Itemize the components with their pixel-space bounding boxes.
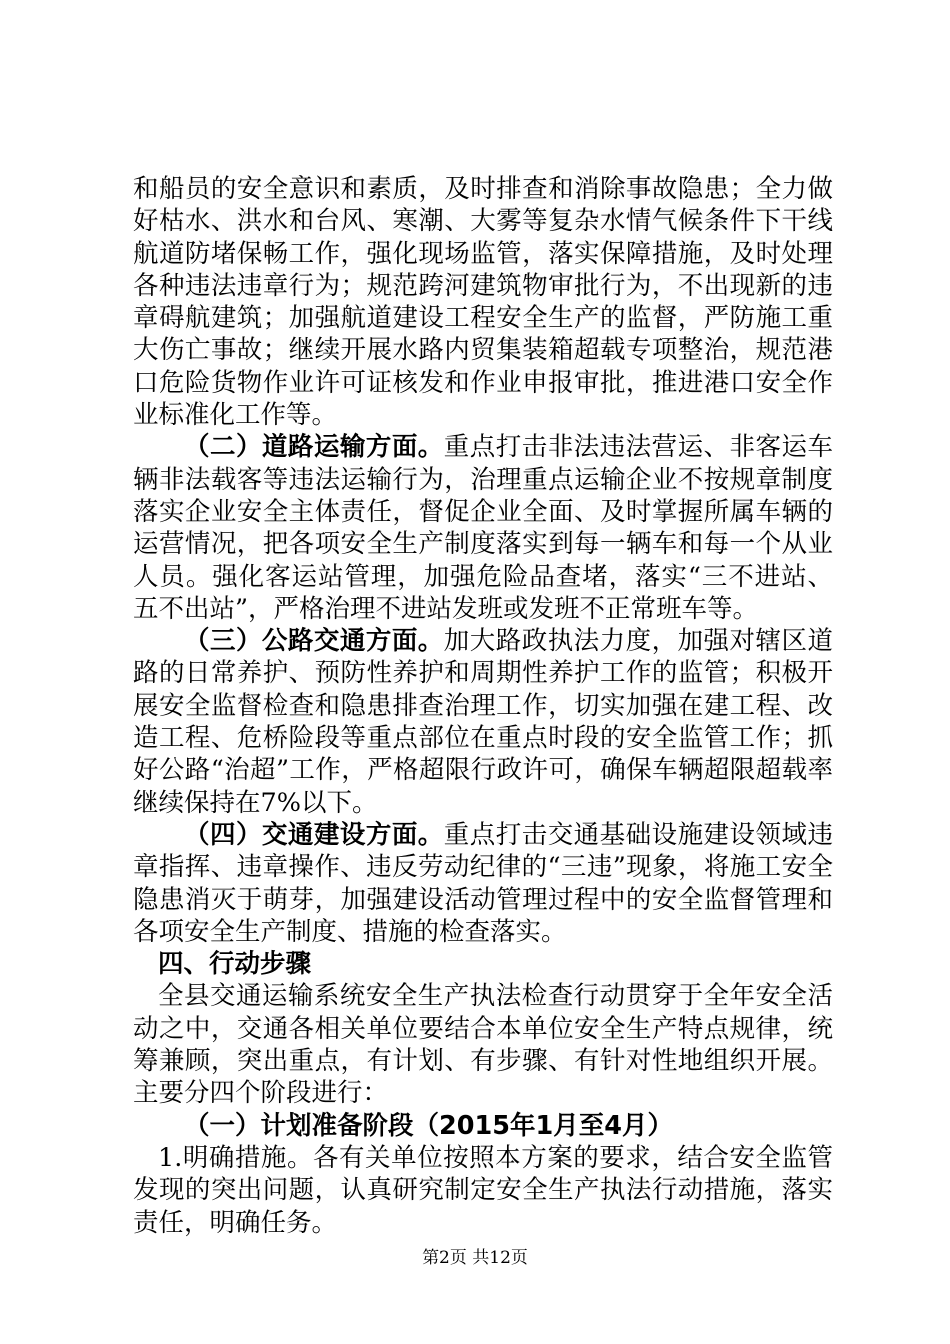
paragraph-action-overview: 全县交通运输系统安全生产执法检查行动贯穿于全年安全活动之中，交通各相关单位要结合本单位安全生产特点规律，统筹兼顾，突出重点，有计划、有步骤、有针对性地组织开展。主要分四个阶段进行：: [133, 981, 833, 1109]
heading-road-transport: （二）道路运输方面。: [184, 432, 444, 463]
body-road-transport: 重点打击非法违法营运、非客运车辆非法载客等违法运输行为，治理重点运输企业不按规章制度落实企业安全主体责任，督促企业全面、及时掌握所属车辆的运营情况，把各项安全生产制度落实到每一辆车和每一个从业人员。强化客运站管理，加强危险品查堵，落实“三不进站、五不出站”，严格治理不进站发班或发班不正常班车等。: [133, 432, 833, 624]
heading-construction: （四）交通建设方面。: [184, 819, 444, 850]
section-heading-action-steps: 四、行动步骤: [158, 949, 312, 980]
paragraph-clarify-measures: 1.明确措施。各有关单位按照本方案的要求，结合安全监管发现的突出问题，认真研究制定安全生产执法行动措施，落实责任，明确任务。: [133, 1142, 833, 1238]
document-body: [133, 173, 833, 1239]
paragraph-waterway: 和船员的安全意识和素质，及时排查和消除事故隐患；全力做好枯水、洪水和台风、寒潮、大雾等复杂水情气候条件下干线航道防堵保畅工作，强化现场监管，落实保障措施，及时处理各种违法违章行为；规范跨河建筑物审批行为，不出现新的违章碍航建筑；加强航道建设工程安全生产的监督，严防施工重大伤亡事故；继续开展水路内贸集装箱超载专项整治，规范港口危险货物作业许可证核发和作业申报审批，推进港口安全作业标准化工作等。: [133, 174, 833, 431]
page-footer: 第2页 共12页: [422, 1248, 528, 1268]
phase-heading-planning: （一）计划准备阶段（2015年1月至4月）: [184, 1110, 673, 1141]
paragraph-construction: [133, 819, 833, 948]
body-highway: 加大路政执法力度，加强对辖区道路的日常养护、预防性养护和周期性养护工作的监管；积极开展安全监督检查和隐患排查治理工作，切实加强在建工程、改造工程、危桥险段等重点部位在重点时段的安全监管工作；抓好公路“治超”工作，严格超限行政许可，确保车辆超限超载率继续保持在7%以下。: [133, 626, 833, 818]
paragraph-road-transport: [133, 431, 833, 625]
paragraph-highway: [133, 625, 833, 819]
heading-highway: （三）公路交通方面。: [184, 626, 444, 657]
body-construction: 重点打击交通基础设施建设领域违章指挥、违章操作、违反劳动纪律的“三违”现象，将施工安全隐患消灭于萌芽，加强建设活动管理过程中的安全监督管理和各项安全生产制度、措施的检查落实。: [133, 819, 833, 947]
